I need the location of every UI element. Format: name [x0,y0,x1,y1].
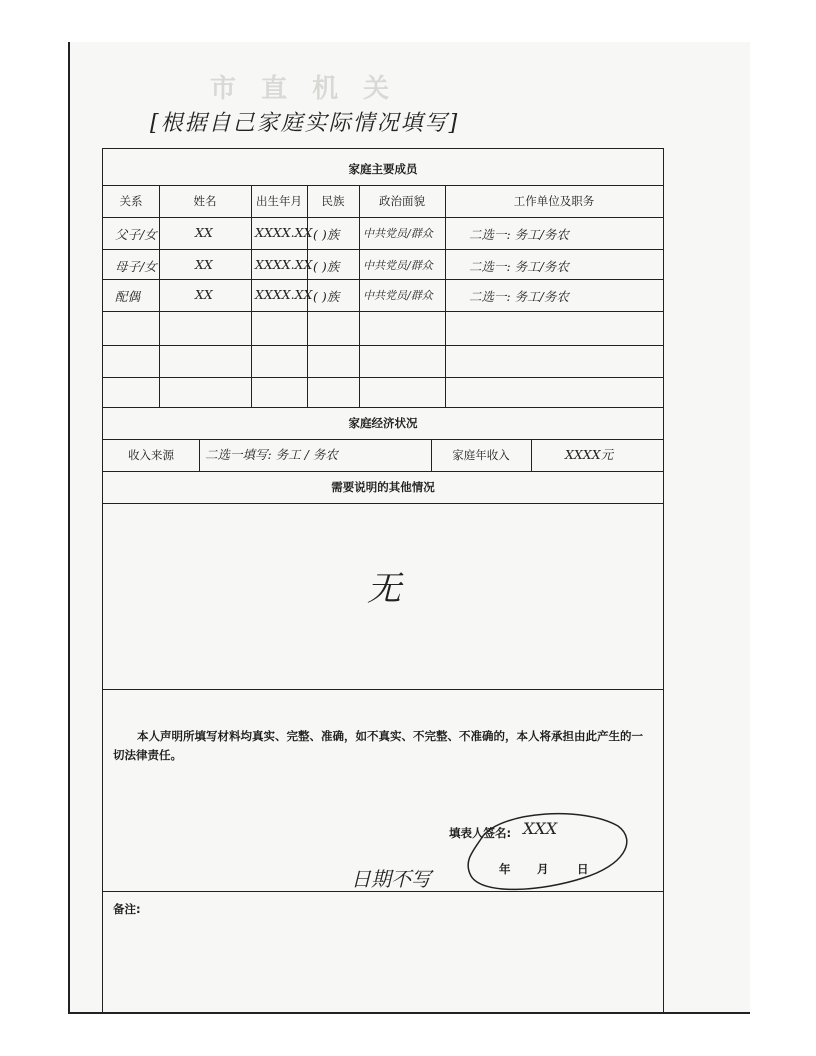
row2-name: XX [195,257,213,272]
row2-employer: 二选一: 务工/务农 [469,259,569,274]
annual-income-label: 家庭年收入 [452,448,510,462]
row3-name: XX [195,287,213,302]
hand-drawn-oval [463,806,633,906]
header-birth: 出生年月 [256,194,302,208]
annual-income-value: XXXX元 [565,447,614,462]
scanned-form-page [68,42,750,1014]
date-year: 年 [499,862,511,876]
row2-birth: XXXX.XX [255,257,313,272]
row2-relation: 母子/女 [115,259,157,274]
row1-birth: XXXX.XX [255,225,313,240]
header-political: 政治面貌 [379,194,425,208]
bleed-through-text: 市 直 机 关 [210,74,398,104]
income-source-value: 二选一填写: 务工 / 务农 [205,447,338,462]
economy-section-title: 家庭经济状况 [348,416,418,430]
remarks-label: 备注: [113,902,141,916]
other-section-title: 需要说明的其他情况 [331,480,435,494]
header-name: 姓名 [193,194,217,208]
row2-ethnicity: ( )族 [313,259,340,274]
row3-employer: 二选一: 务工/务农 [469,289,569,304]
row3-birth: XXXX.XX [255,287,313,302]
signer-label: 填表人签名: [449,826,512,840]
header-relation: 关系 [119,194,143,208]
row1-political: 中共党员/群众 [363,227,433,240]
header-employer: 工作单位及职务 [513,194,595,208]
date-day: 日 [577,862,589,876]
members-section-title: 家庭主要成员 [348,162,418,176]
row2-political: 中共党员/群众 [363,259,433,272]
date-month: 月 [537,862,549,876]
row3-ethnicity: ( )族 [313,289,340,304]
income-source-label: 收入来源 [128,448,174,462]
other-section-value: 无 [367,569,401,609]
instruction-note: [根据自己家庭实际情况填写] [150,111,460,136]
row1-employer: 二选一: 务工/务农 [469,227,569,242]
row3-relation: 配偶 [115,289,141,304]
header-ethnicity: 民族 [321,194,345,208]
signer-value: XXX [523,819,558,838]
row1-name: XX [195,225,213,240]
declaration-text: 本人声明所填写材料均真实、完整、准确，如不真实、不完整、不准确的，本人将承担由此产生的一切法律责任。 [113,729,643,762]
date-note: 日期不写 [351,867,431,891]
row1-relation: 父子/女 [115,227,157,242]
row3-political: 中共党员/群众 [363,289,433,302]
row1-ethnicity: ( )族 [313,227,340,242]
